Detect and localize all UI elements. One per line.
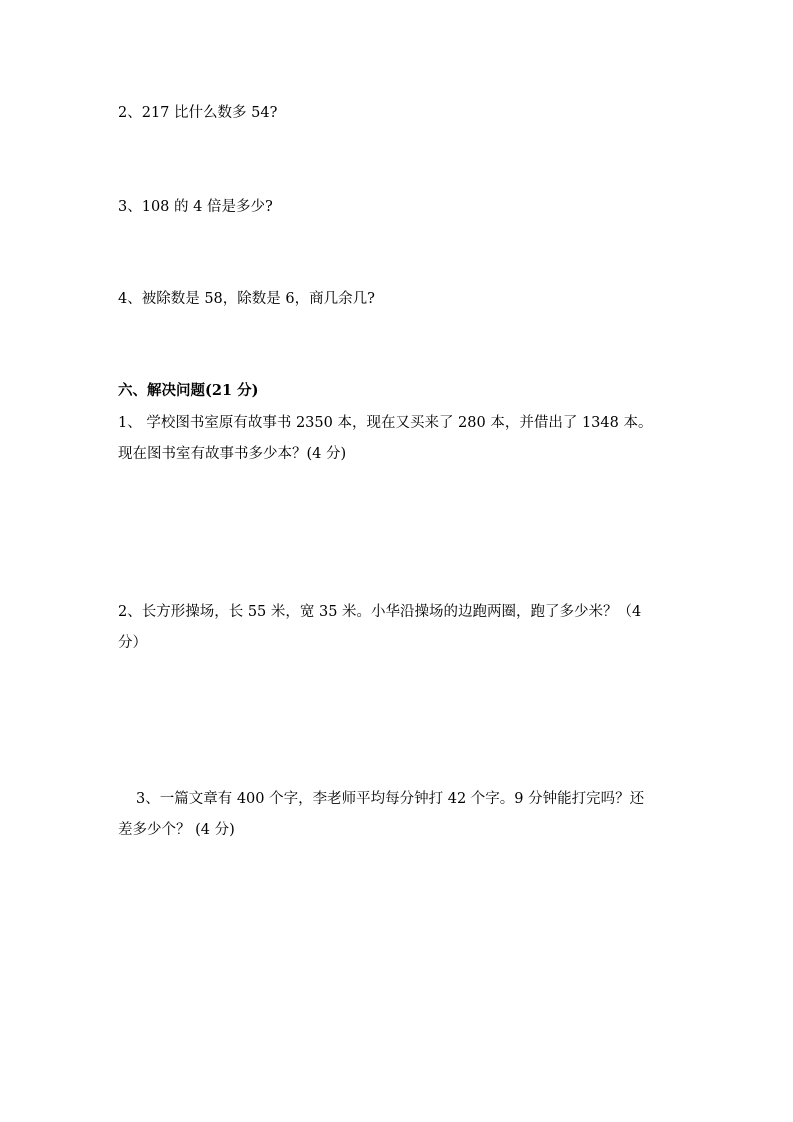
question-3-text: 3、108 的 4 倍是多少? <box>118 199 273 215</box>
question-2-text: 2、217 比什么数多 54? <box>118 105 278 121</box>
problem-1-line-1: 1、 学校图书室原有故事书 2350 本，现在又买来了 280 本，并借出了 1348 本。 <box>118 415 653 431</box>
problem-2-line-1: 2、长方形操场，长 55 米，宽 35 米。小华沿操场的边跑两圈，跑了多少米？（4 <box>118 604 642 620</box>
problem-3-line-2: 差多少个？ (4 分) <box>118 822 235 838</box>
section-6-heading: 六、解决问题(21 分) <box>118 382 259 399</box>
problem-3-line-1: 3、一篇文章有 400 个字，李老师平均每分钟打 42 个字。9 分钟能打完吗？还 <box>136 791 645 807</box>
problem-1-line-2: 现在图书室有故事书多少本？(4 分) <box>118 446 347 462</box>
question-4-text: 4、被除数是 58，除数是 6，商几余几? <box>118 291 375 307</box>
problem-2-line-2: 分） <box>118 635 147 651</box>
